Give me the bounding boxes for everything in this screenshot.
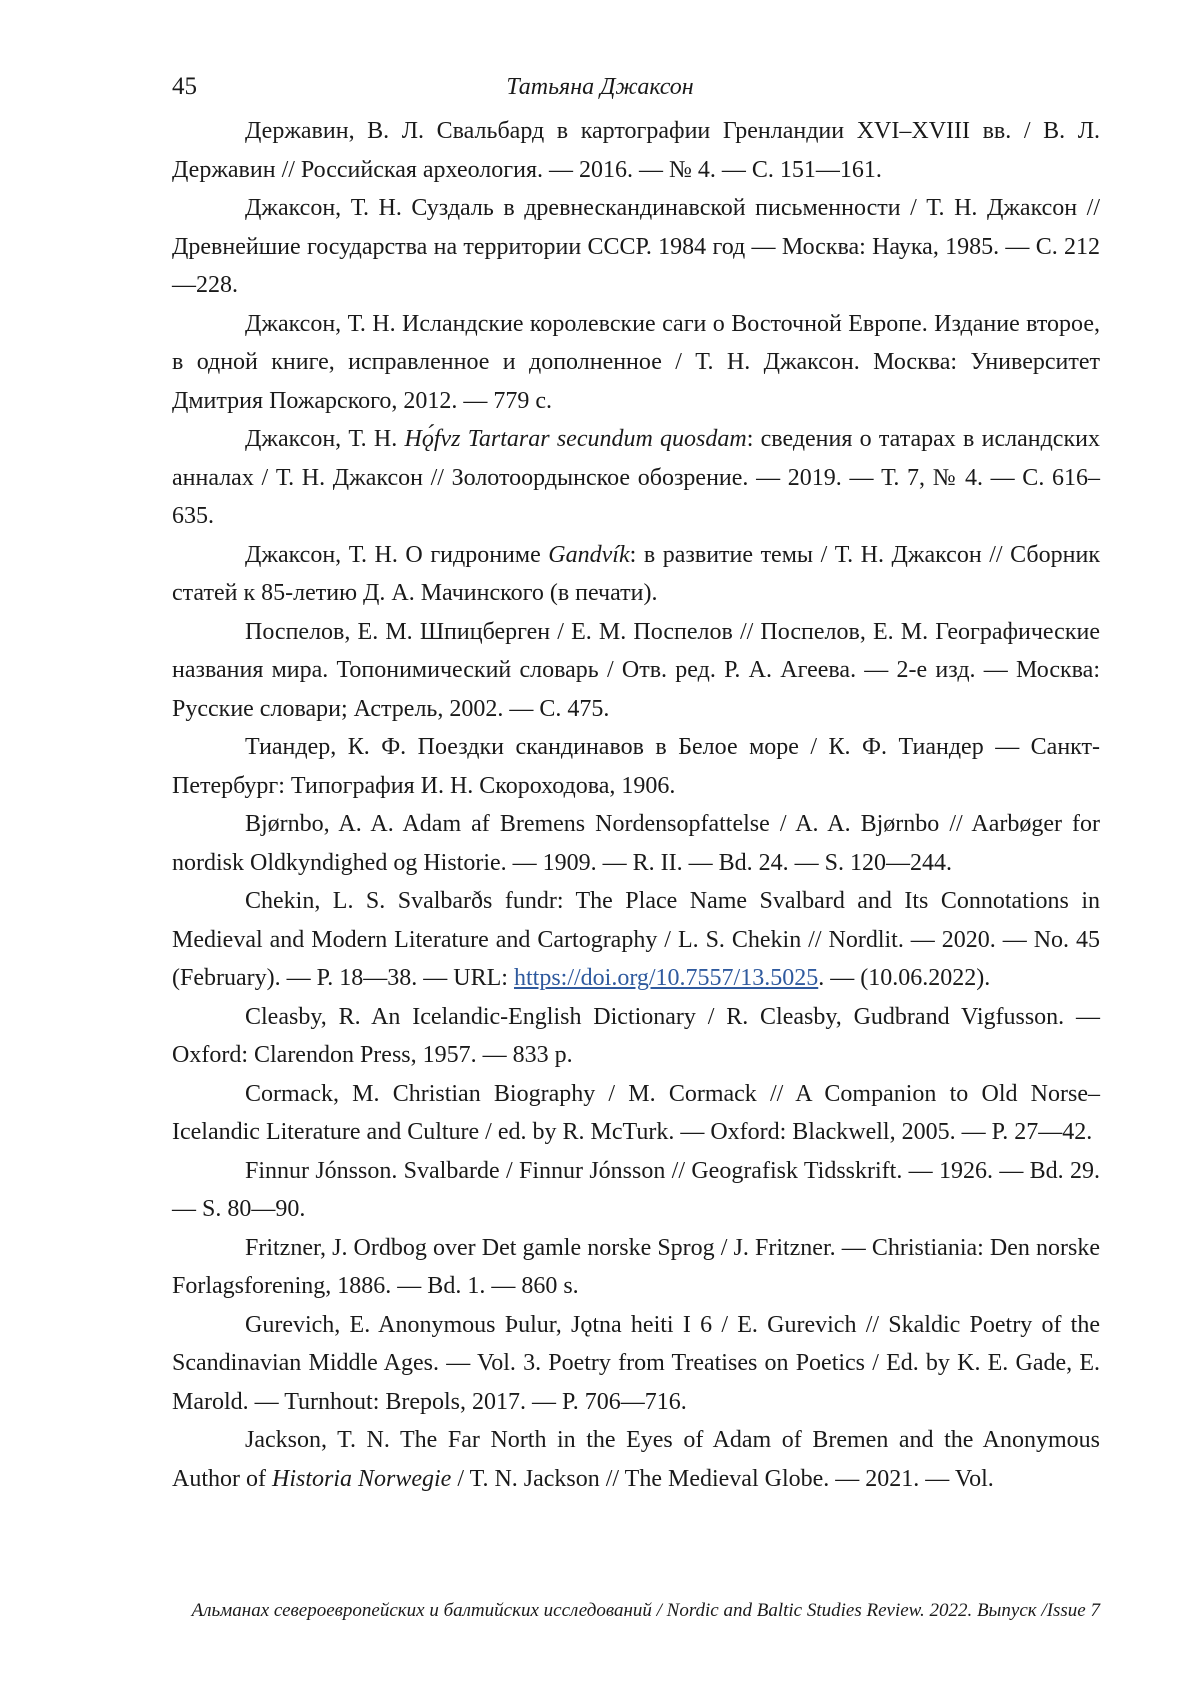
- reference-text: Джаксон, Т. Н. Исландские королевские саги о Восточной Европе. Издание второе, в одной книге, исправленное и дополненное / Т. Н. Джаксон. Москва: Университет Дмитрия Пожарского, 2012. — 779 с.: [172, 310, 1100, 414]
- reference-entry: [172, 882, 1100, 998]
- reference-text: Cleasby, R. An Icelandic-English Dictionary / R. Cleasby, Gudbrand Vigfusson. — Oxford: Clarendon Press, 1957. — 833 p.: [172, 1003, 1100, 1068]
- reference-entry: [172, 805, 1100, 882]
- reference-text: Gurevich, E. Anonymous Þulur, Jǫtna heiti I 6 / E. Gurevich // Skaldic Poetry of the Scandinavian Middle Ages. — Vol. 3. Poetry from Treatises on Poetics / Ed. by K. E. Gade, E. Marold. — Turnhout: Brepols, 2017. — P. 706—716.: [172, 1311, 1100, 1415]
- references-list: [172, 112, 1100, 1498]
- reference-text: : в развитие темы / Т. Н. Джаксон // Сборник статей к 85-летию Д. А. Мачинского (в печати).: [172, 541, 1100, 606]
- reference-text: Chekin, L. S. Svalbarðs fundr: The Place Name Svalbard and Its Connotations in Medieval and Modern Literature and Cartography / L. S. Chekin // Nordlit. — 2020. — No. 45 (February). — P. 18—38. — URL:: [172, 888, 1100, 991]
- running-head-author: Татьяна Джаксон: [506, 74, 694, 100]
- reference-entry: [172, 1421, 1100, 1498]
- reference-text: Поспелов, Е. М. Шпицберген / Е. М. Поспелов // Поспелов, Е. М. Географические названия мира. Топонимический словарь / Отв. ред. Р. А. Агеева. — 2-е изд. — Москва: Русские словари; Астрель, 2002. — С. 475.: [172, 618, 1100, 722]
- reference-text: Державин, В. Л. Свальбард в картографии Гренландии XVI–XVIII вв. / В. Л. Державин // Российская археология. — 2016. — № 4. — С. 151—161.: [172, 118, 1100, 183]
- doi-link[interactable]: https://doi.org/10.7557/13.5025: [513, 965, 819, 991]
- reference-text: Cormack, M. Christian Biography / M. Cormack // A Companion to Old Norse–Icelandic Literature and Culture / ed. by R. McTurk. — Oxford: Blackwell, 2005. — P. 27—42.: [172, 1080, 1100, 1145]
- reference-text: : сведения о татарах в исландских анналах / Т. Н. Джаксон // Золотоордынское обозрение. — 2019. — Т. 7, № 4. — С. 616–635.: [172, 426, 1100, 529]
- reference-entry: [172, 1229, 1100, 1306]
- reference-text: / T. N. Jackson // The Medieval Globe. — 2021. — Vol.: [451, 1465, 994, 1492]
- reference-text: . — (10.06.2022).: [818, 965, 991, 991]
- reference-text: Bjørnbo, A. A. Adam af Bremens Nordensopfattelse / A. A. Bjørnbo // Aarbøger for nordisk Oldkyndighed og Historie. — 1909. — R. II. — Bd. 24. — S. 120—244.: [172, 811, 1100, 876]
- reference-entry: [172, 536, 1100, 613]
- page-number: 45: [172, 73, 197, 100]
- journal-footer: Альманах североевропейских и балтийских исследований / Nordic and Baltic Studies Review. 2022. Выпуск /Issue 7: [191, 1600, 1100, 1621]
- italic-title: Hǫ́fvz Tartarar secundum quosdam: [404, 426, 747, 452]
- reference-entry: [172, 1306, 1100, 1422]
- reference-text: Джаксон, Т. Н. О гидрониме: [245, 541, 549, 568]
- reference-entry: [172, 189, 1100, 305]
- reference-entry: [172, 305, 1100, 421]
- reference-entry: [172, 613, 1100, 729]
- reference-text: Тиандер, К. Ф. Поездки скандинавов в Белое море / К. Ф. Тиандер — Санкт-Петербург: Типография И. Н. Скороходова, 1906.: [172, 734, 1100, 799]
- reference-entry: [172, 998, 1100, 1075]
- reference-entry: [172, 1152, 1100, 1229]
- reference-entry: [172, 1075, 1100, 1152]
- italic-title: Historia Norwegie: [271, 1465, 452, 1492]
- reference-text: Finnur Jónsson. Svalbarde / Finnur Jónsson // Geografisk Tidsskrift. — 1926. — Bd. 29. — S. 80—90.: [172, 1157, 1100, 1222]
- reference-text: Fritzner, J. Ordbog over Det gamle norske Sprog / J. Fritzner. — Christiania: Den norske Forlagsforening, 1886. — Bd. 1. — 860 s.: [172, 1234, 1100, 1299]
- reference-text: Джаксон, Т. Н. Суздаль в древнескандинавской письменности / Т. Н. Джаксон // Древнейшие государства на территории СССР. 1984 год — Москва: Наука, 1985. — С. 212—228.: [172, 195, 1100, 298]
- reference-entry: [172, 420, 1100, 536]
- reference-entry: [172, 728, 1100, 805]
- reference-entry: [172, 112, 1100, 189]
- reference-text: Jackson, T. N. The Far North in the Eyes of Adam of Bremen and the Anonymous Author of: [172, 1427, 1100, 1492]
- reference-text: Джаксон, Т. Н.: [245, 426, 405, 452]
- italic-title: Gandvík: [548, 541, 630, 568]
